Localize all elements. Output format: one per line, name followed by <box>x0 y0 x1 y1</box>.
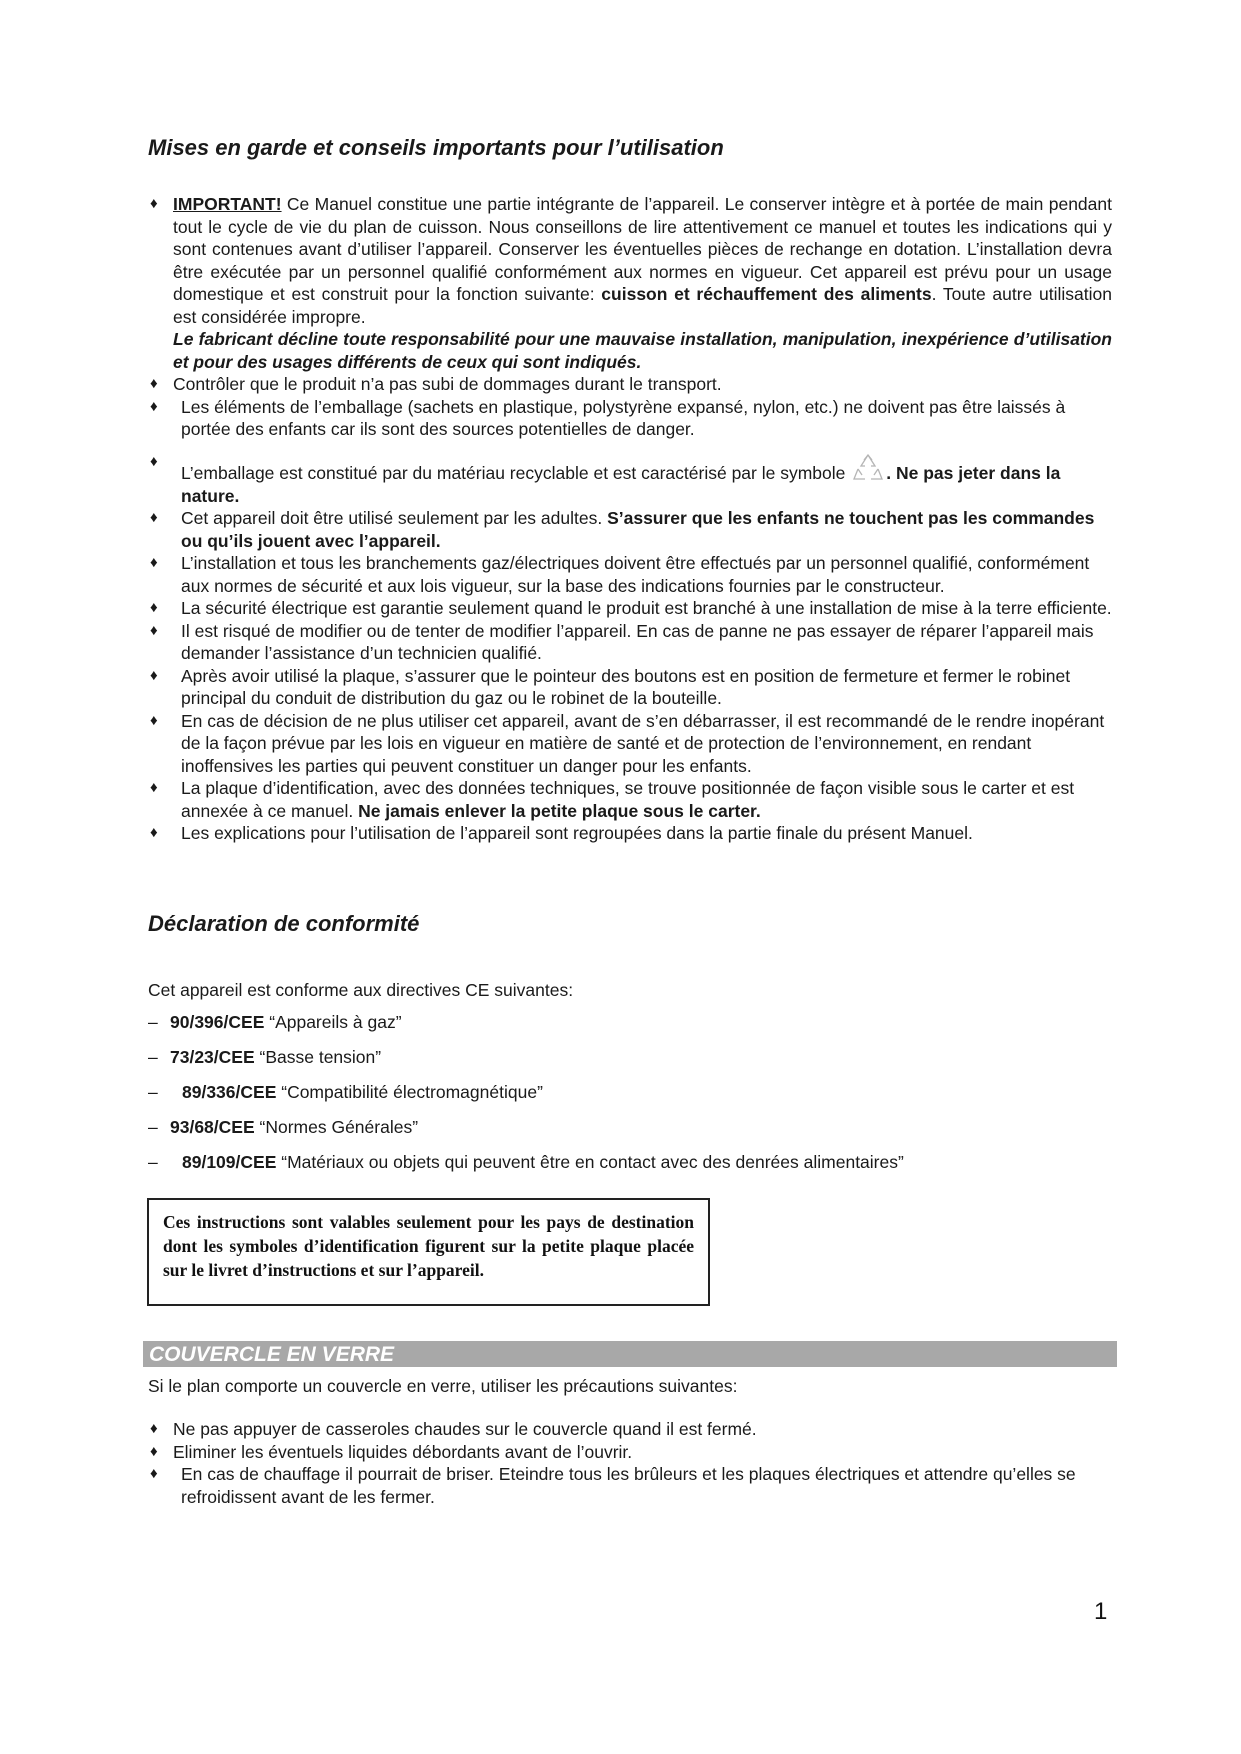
glass-lid-list <box>148 1418 1112 1508</box>
paragraph-text: En cas de décision de ne plus utiliser cet appareil, avant de s’en débarrasser, il est recommandé de le rendre inopérant de la façon prévue par les lois en vigueur en matière de santé et de protection de l’environnement, en rendant inoffensives les parties qui peuvent constituer un danger pour les enfants. <box>181 710 1105 776</box>
paragraph-text: Il est risqué de modifier ou de tenter de modifier l’appareil. En cas de panne ne pas essayer de réparer l’appareil mais demander l’assistance d’un technicien qualifié. <box>181 620 1094 663</box>
directive-code: 93/68/CEE <box>170 1117 255 1137</box>
directive-label: “Basse tension” <box>254 1047 382 1067</box>
dash-mark: – <box>148 1152 158 1172</box>
paragraph-text: Les éléments de l’emballage (sachets en plastique, polystyrène expansé, nylon, etc.) ne doivent pas être laissés à portée des enfants car ils sont des sources potentielles de danger. <box>181 396 1066 439</box>
recycle-icon <box>850 451 886 485</box>
bullet-diamond-icon: ♦ <box>150 509 158 526</box>
bullet-diamond-icon: ♦ <box>150 1465 158 1482</box>
list-item <box>148 597 1112 620</box>
notice-box: Ces instructions sont valables seulement pour les pays de destination dont les symboles d’identification figurent sur la petite plaque placée sur le livret d’instructions et sur l’appareil. <box>147 1198 710 1306</box>
disclaimer-text: Le fabricant décline toute responsabilité pour une mauvaise installation, manipulation, inexpérience d’utilisation et pour des usages différents de ceux qui sont indiqués. <box>173 329 1112 372</box>
emphasis-text: cuisson et réchauffement des aliments <box>601 284 932 304</box>
glass-lid-intro: Si le plan comporte un couvercle en verre, utiliser les précautions suivantes: <box>148 1376 738 1396</box>
bullet-diamond-icon: ♦ <box>150 599 158 616</box>
list-item <box>148 373 1112 396</box>
directive-code: 89/109/CEE <box>182 1152 277 1172</box>
important-label: IMPORTANT! <box>173 194 282 214</box>
directive-label: “Matériaux ou objets qui peuvent être en contact avec des denrées alimentaires” <box>276 1152 904 1172</box>
list-item <box>148 665 1112 710</box>
list-item <box>148 507 1112 552</box>
list-item <box>148 710 1112 778</box>
conformity-intro: Cet appareil est conforme aux directives CE suivantes: <box>148 980 574 1000</box>
paragraph-text: Ce Manuel constitue une partie intégrante de l’appareil. Le conserver intègre et à portée de main pendant tout le cycle de vie du plan de cuisson. Nous conseillons de lire attentivement ce manuel et toutes les indications qui y sont contenues avant d’utiliser l’appareil. Conserver les éventuelles pièces de rechange en dotation. L’installation devra être exécutée par un personnel qualifié conformément aux normes en vigueur. Cet appareil est prévu pour un usage domestique et est construit pour la fonction suivante: <box>173 194 1112 304</box>
section-title-warnings: Mises en garde et conseils importants pour l’utilisation <box>148 135 724 160</box>
bullet-diamond-icon: ♦ <box>150 1442 158 1460</box>
list-item <box>148 451 1112 508</box>
paragraph-text: Cet appareil doit être utilisé seulement par les adultes. <box>181 508 608 528</box>
bullet-diamond-icon: ♦ <box>150 621 158 639</box>
bullet-diamond-icon: ♦ <box>150 452 158 470</box>
list-item <box>148 552 1112 597</box>
paragraph-text: . Toute autre utilisation est considérée impropre. <box>173 284 1112 327</box>
paragraph-text: L’emballage est constitué par du matériau recyclable et est caractérisé par le symbole <box>181 462 851 483</box>
directive-label: “Normes Générales” <box>254 1117 419 1137</box>
list-item <box>148 193 1112 373</box>
bullet-diamond-icon: ♦ <box>150 375 158 392</box>
paragraph-text: La plaque d’identification, avec des données techniques, se trouve positionnée de façon visible sous le carter et est annexée à ce manuel. <box>181 778 1075 821</box>
list-item <box>148 396 1112 441</box>
section-title-conformity: Déclaration de conformité <box>148 911 420 936</box>
list-item <box>148 1463 1112 1508</box>
directive-label: “Appareils à gaz” <box>264 1012 402 1032</box>
bullet-diamond-icon: ♦ <box>150 554 158 571</box>
list-item <box>148 777 1112 822</box>
emphasis-text: . Ne pas jeter dans la nature. <box>181 462 1061 506</box>
paragraph-text: Contrôler que le produit n’a pas subi de dommages durant le transport. <box>173 374 722 394</box>
dash-mark: – <box>148 1117 158 1137</box>
bullet-diamond-icon: ♦ <box>150 195 158 212</box>
paragraph-text: Après avoir utilisé la plaque, s’assurer que le pointeur des boutons est en position de fermeture et fermer le robinet principal du conduit de distribution du gaz ou le robinet de la bouteille. <box>181 665 1071 708</box>
bullet-diamond-icon: ♦ <box>150 779 158 796</box>
warnings-list <box>148 193 1112 845</box>
bullet-diamond-icon: ♦ <box>150 397 158 415</box>
directive-code: 90/396/CEE <box>170 1012 265 1032</box>
paragraph-text: Les explications pour l’utilisation de l’appareil sont regroupées dans la partie finale du présent Manuel. <box>181 823 973 843</box>
directive-label: “Compatibilité électromagnétique” <box>276 1082 543 1102</box>
list-item <box>148 620 1112 665</box>
directive-code: 73/23/CEE <box>170 1047 255 1067</box>
list-item <box>148 822 1112 845</box>
list-item <box>148 1441 1112 1464</box>
directive-code: 89/336/CEE <box>182 1082 277 1102</box>
paragraph-text: L’installation et tous les branchements gaz/électriques doivent être effectués par un personnel qualifié, conformément aux normes de sécurité et aux lois vigueur, sur la base des indications fournies par le constructeur. <box>181 553 1090 596</box>
dash-mark: – <box>148 1012 158 1032</box>
emphasis-text: S’assurer que les enfants ne touchent pas les commandes ou qu’ils jouent avec l’appareil. <box>181 508 1095 551</box>
bullet-diamond-icon: ♦ <box>150 711 158 729</box>
bullet-diamond-icon: ♦ <box>150 1420 158 1437</box>
dash-mark: – <box>148 1082 158 1102</box>
emphasis-text: Ne jamais enlever la petite plaque sous le carter. <box>358 800 761 821</box>
section-title-glass-lid: COUVERCLE EN VERRE <box>143 1341 1117 1367</box>
list-item <box>148 1418 1112 1441</box>
paragraph-text: La sécurité électrique est garantie seulement quand le produit est branché à une installation de mise à la terre efficiente. <box>181 598 1112 618</box>
paragraph-text: Ne pas appuyer de casseroles chaudes sur le couvercle quand il est fermé. <box>173 1419 757 1439</box>
dash-mark: – <box>148 1047 158 1067</box>
bullet-diamond-icon: ♦ <box>150 666 158 684</box>
paragraph-text: Eliminer les éventuels liquides débordants avant de l’ouvrir. <box>173 1441 633 1462</box>
paragraph-text: En cas de chauffage il pourrait de briser. Eteindre tous les brûleurs et les plaques électriques et attendre qu’elles se refroidissent avant de les fermer. <box>181 1464 1076 1507</box>
page-number: 1 <box>1094 1598 1108 1625</box>
bullet-diamond-icon: ♦ <box>150 824 158 841</box>
